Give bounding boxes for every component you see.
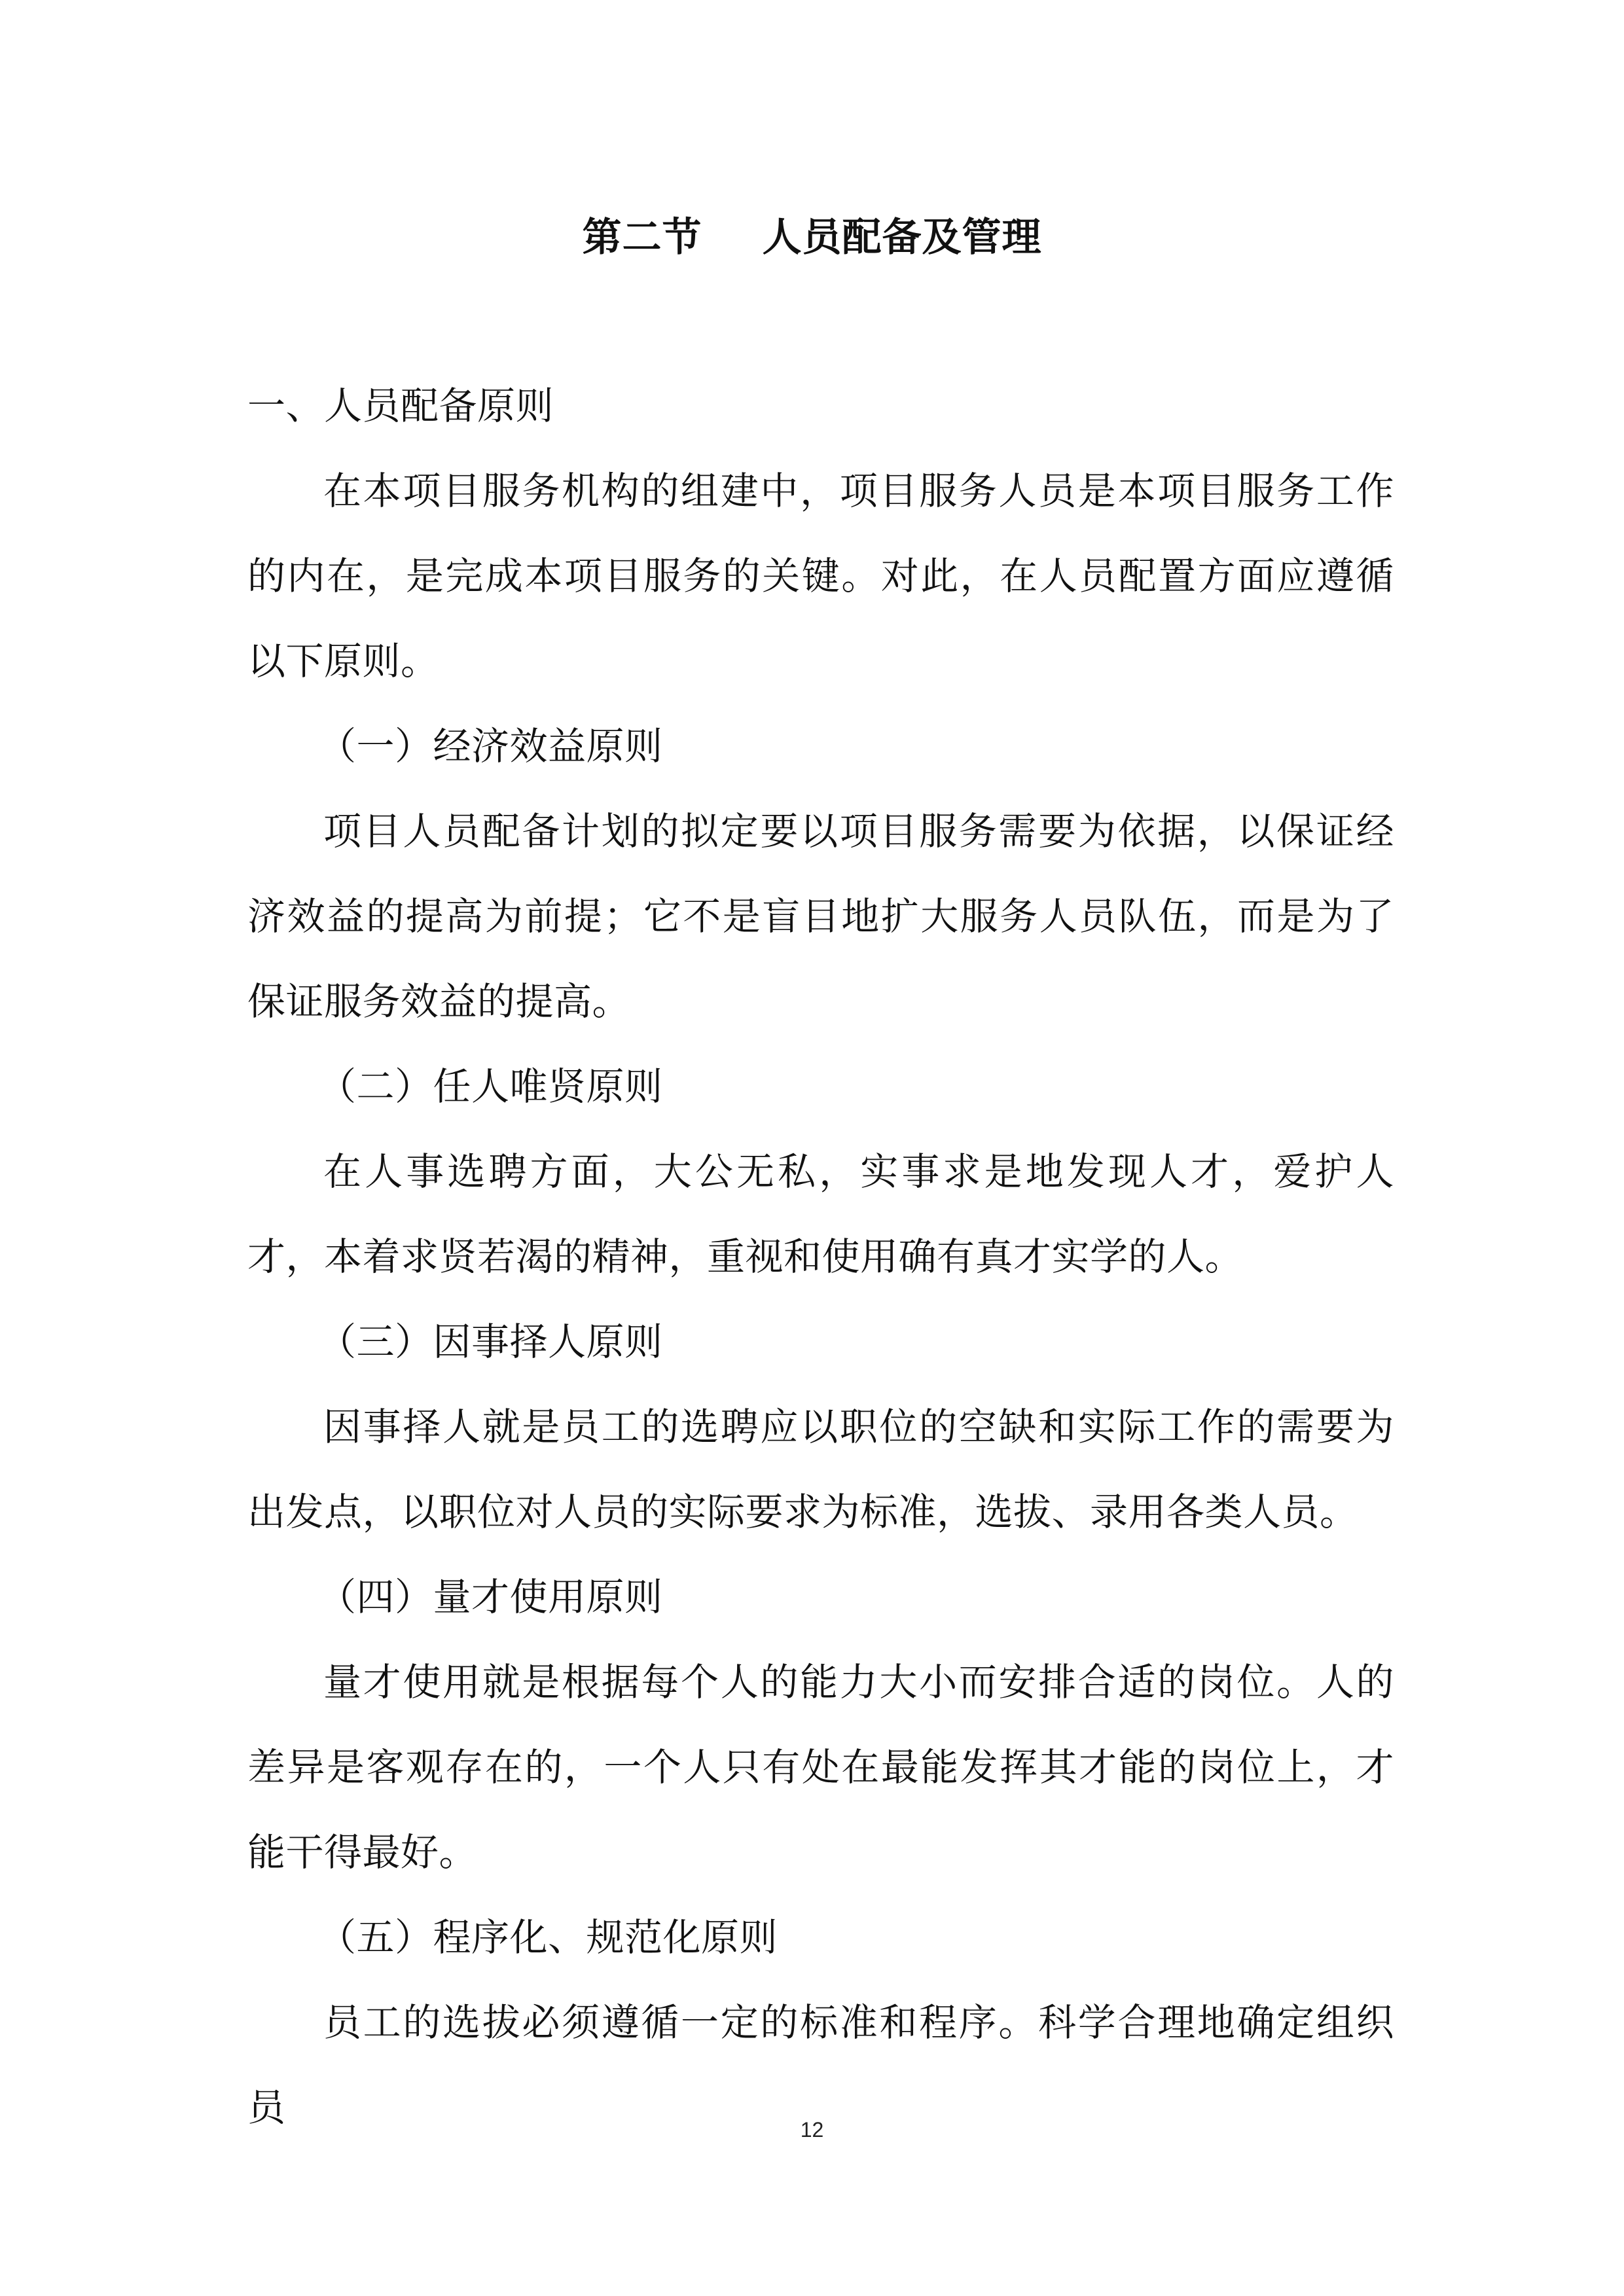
- section-heading: 人员配备及管理: [762, 215, 1042, 260]
- intro-paragraph: 在本项目服务机构的组建中，项目服务人员是本项目服务工作的内在，是完成本项目服务的关键。对此，在人员配置方面应遵循以下原则。: [247, 469, 1394, 683]
- subheading-standardization: （五）程序化、规范化原则: [318, 1915, 778, 1960]
- document-body: [247, 363, 1394, 2150]
- subheading-job-based-selection: （三）因事择人原则: [318, 1319, 663, 1364]
- section-number: 第二节: [582, 215, 702, 260]
- page-number: 12: [800, 2118, 824, 2142]
- subheading-merit: （二）任人唯贤原则: [318, 1064, 663, 1109]
- paragraph-ability-based-use: 量才使用就是根据每个人的能力大小而安排合适的岗位。人的差异是客观存在的，一个人只有处在最能发挥其才能的岗位上，才能干得最好。: [247, 1660, 1394, 1874]
- paragraph-standardization: 员工的选拔必须遵循一定的标准和程序。科学合理地确定组织员: [247, 2000, 1394, 2130]
- paragraph-economic-benefit: 项目人员配备计划的拟定要以项目服务需要为依据，以保证经济效益的提高为前提；它不是盲目地扩大服务人员队伍，而是为了保证服务效益的提高。: [247, 809, 1394, 1024]
- subheading-ability-based-use: （四）量才使用原则: [318, 1575, 663, 1619]
- heading-staffing-principles: 一、人员配备原则: [247, 384, 554, 428]
- paragraph-job-based-selection: 因事择人就是员工的选聘应以职位的空缺和实际工作的需要为出发点，以职位对人员的实际要求为标准，选拔、录用各类人员。: [247, 1405, 1394, 1534]
- section-title: [0, 208, 1624, 267]
- subheading-economic-benefit: （一）经济效益原则: [318, 724, 663, 768]
- paragraph-merit: 在人事选聘方面，大公无私，实事求是地发现人才，爱护人才，本着求贤若渴的精神，重视和使用确有真才实学的人。: [247, 1149, 1394, 1279]
